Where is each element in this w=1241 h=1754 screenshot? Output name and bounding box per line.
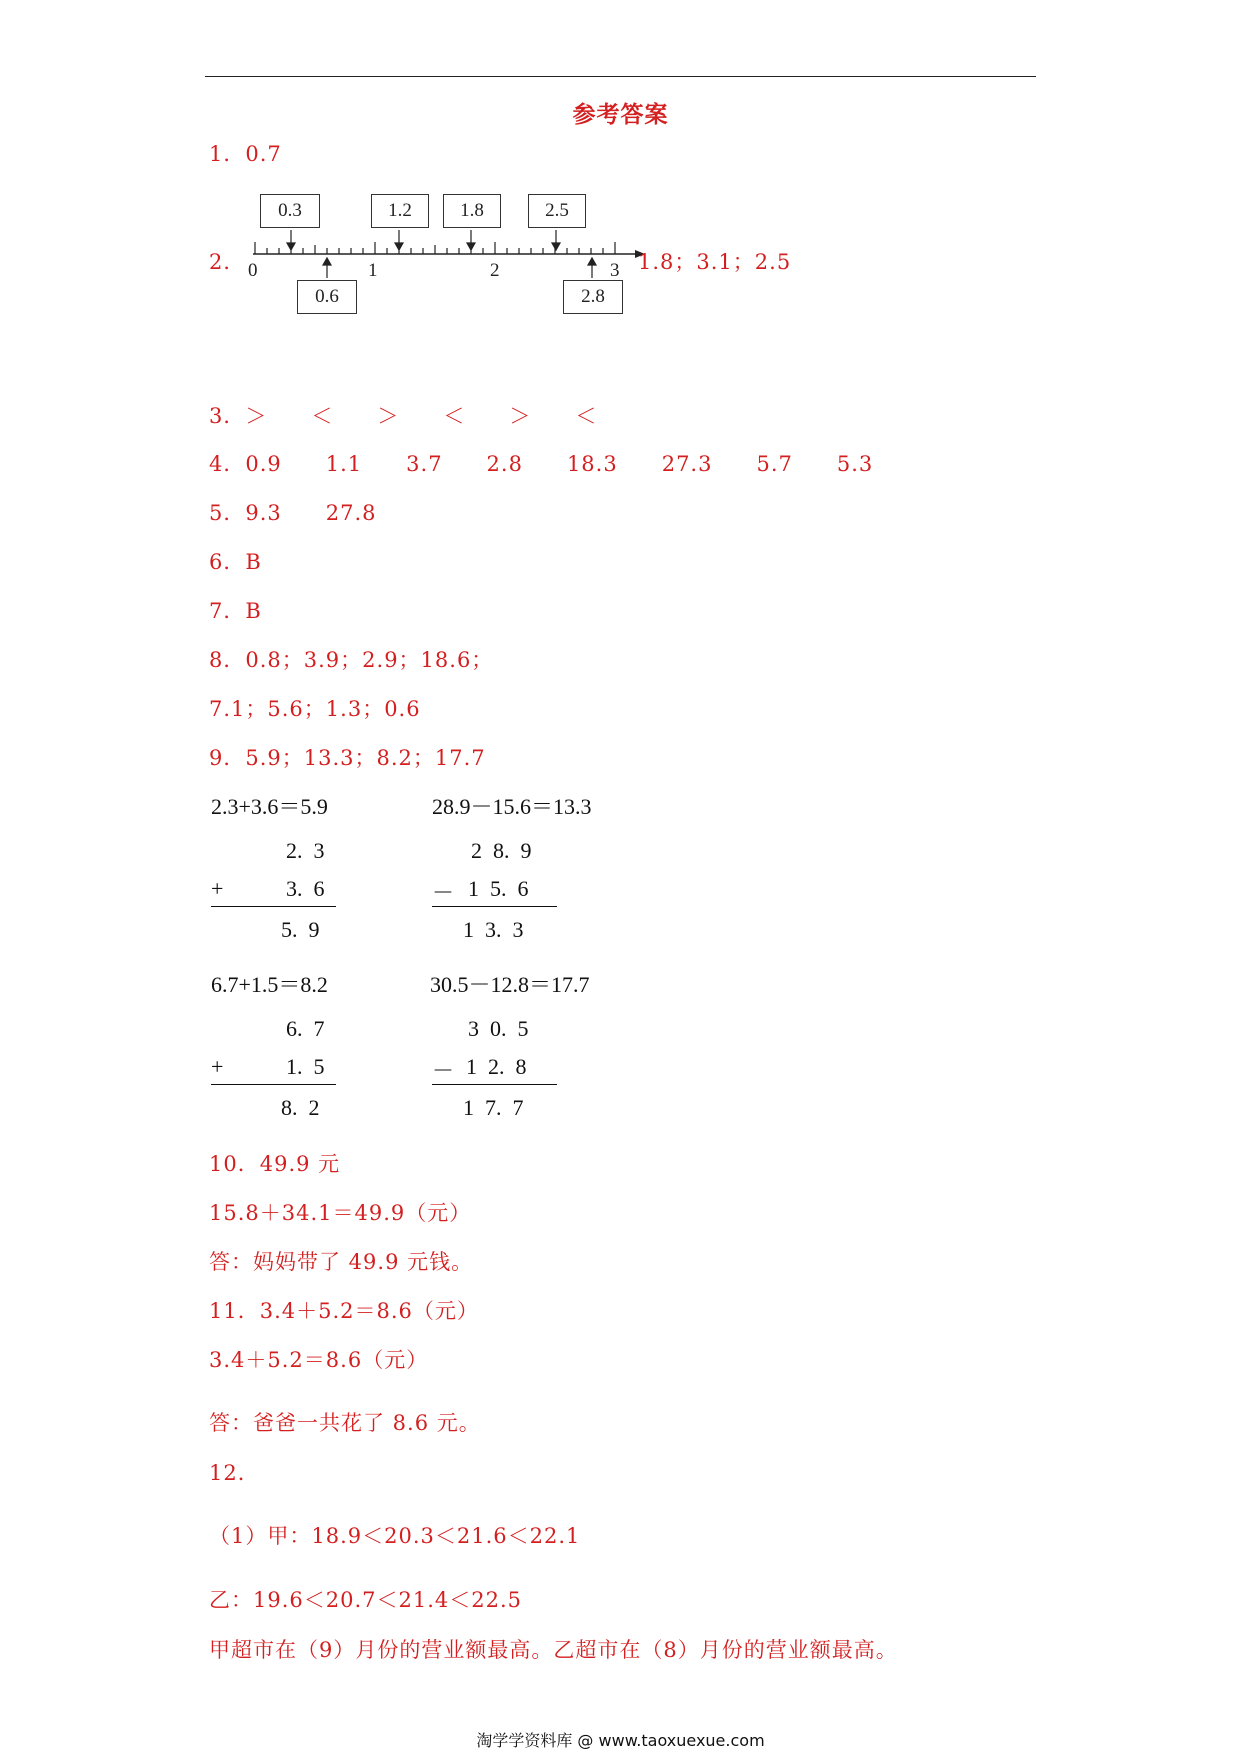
answer-6: 6．B	[209, 550, 262, 574]
nl-tick-0: 0	[248, 260, 258, 281]
calc-4-result: 1 7. 7	[463, 1095, 524, 1120]
nl-box-1-2: 1.2	[371, 194, 429, 228]
calc-1-result: 5. 9	[281, 917, 320, 942]
answer-11: 11．3.4＋5.2＝8.6（元）	[209, 1299, 479, 1323]
calc-2-rule	[432, 906, 557, 907]
footer-watermark: 淘学学资料库 @ www.taoxuexue.com	[476, 1731, 765, 1750]
answer-12: 12．	[209, 1461, 260, 1485]
answer-4: 4．0.9 1.1 3.7 2.8 18.3 27.3 5.7 5.3	[209, 452, 874, 476]
nl-tick-1: 1	[368, 260, 378, 281]
answer-10-calc: 15.8＋34.1＝49.9（元）	[209, 1201, 472, 1225]
equation-4: 30.5－12.8＝17.7	[430, 972, 590, 997]
answer-3: 3．＞ ＜ ＞ ＜ ＞ ＜	[209, 404, 598, 428]
calc-2-result: 1 3. 3	[463, 917, 524, 942]
answer-9: 9．5.9；13.3；8.2；17.7	[209, 746, 486, 770]
calc-3-result: 8. 2	[281, 1095, 320, 1120]
answer-7: 7．B	[209, 599, 262, 623]
answer-5: 5．9.3 27.8	[209, 501, 377, 525]
calc-2-row1: 2 8. 9	[471, 838, 532, 863]
calc-3-rule	[211, 1084, 336, 1085]
calc-4-row2: 1 2. 8	[466, 1054, 527, 1079]
calc-2-row2: 1 5. 6	[468, 876, 529, 901]
calc-1-row1: 2. 3	[286, 838, 325, 863]
answer-12-part2: 乙：19.6＜20.7＜21.4＜22.5	[209, 1588, 523, 1612]
calc-4-rule	[432, 1084, 557, 1085]
answer-2-text: 1.8；3.1；2.5	[638, 250, 792, 274]
equation-3: 6.7+1.5＝8.2	[211, 972, 328, 997]
page-title: 参考答案	[572, 101, 669, 128]
calc-3-row1: 6. 7	[286, 1016, 325, 1041]
nl-box-1-8: 1.8	[443, 194, 501, 228]
nl-tick-3: 3	[610, 260, 620, 281]
nl-box-0-3: 0.3	[260, 194, 320, 228]
calc-1-row2: 3. 6	[286, 876, 325, 901]
calc-3-row2: 1. 5	[286, 1054, 325, 1079]
number-line	[250, 190, 650, 320]
answer-10: 10．49.9 元	[209, 1152, 341, 1176]
calc-4-row1: 3 0. 5	[468, 1016, 529, 1041]
answer-12-part1: （1）甲：18.9＜20.3＜21.6＜22.1	[209, 1524, 581, 1548]
nl-box-2-8: 2.8	[563, 280, 623, 314]
nl-tick-2: 2	[490, 260, 500, 281]
equation-1: 2.3+3.6＝5.9	[211, 794, 328, 819]
answer-11-calc: 3.4＋5.2＝8.6（元）	[209, 1348, 429, 1372]
answer-10-conclusion: 答：妈妈带了 49.9 元钱。	[209, 1250, 474, 1274]
header-rule	[205, 76, 1036, 77]
answer-8a: 8．0.8；3.9；2.9；18.6；	[209, 648, 494, 672]
answer-11-conclusion: 答：爸爸一共花了 8.6 元。	[209, 1411, 481, 1435]
calc-2-op: －	[432, 880, 455, 905]
calc-1-op: +	[211, 876, 224, 901]
equation-2: 28.9－15.6＝13.3	[432, 794, 592, 819]
calc-3-op: +	[211, 1054, 224, 1079]
calc-4-op: －	[432, 1058, 455, 1083]
answer-1: 1．0.7	[209, 142, 282, 166]
answer-8b: 7.1；5.6；1.3；0.6	[209, 697, 421, 721]
answer-12-conclusion: 甲超市在（9）月份的营业额最高。乙超市在（8）月份的营业额最高。	[209, 1638, 898, 1662]
answer-2-label: 2．	[209, 250, 246, 274]
nl-box-2-5: 2.5	[528, 194, 586, 228]
calc-1-rule	[211, 906, 336, 907]
nl-box-0-6: 0.6	[297, 280, 357, 314]
